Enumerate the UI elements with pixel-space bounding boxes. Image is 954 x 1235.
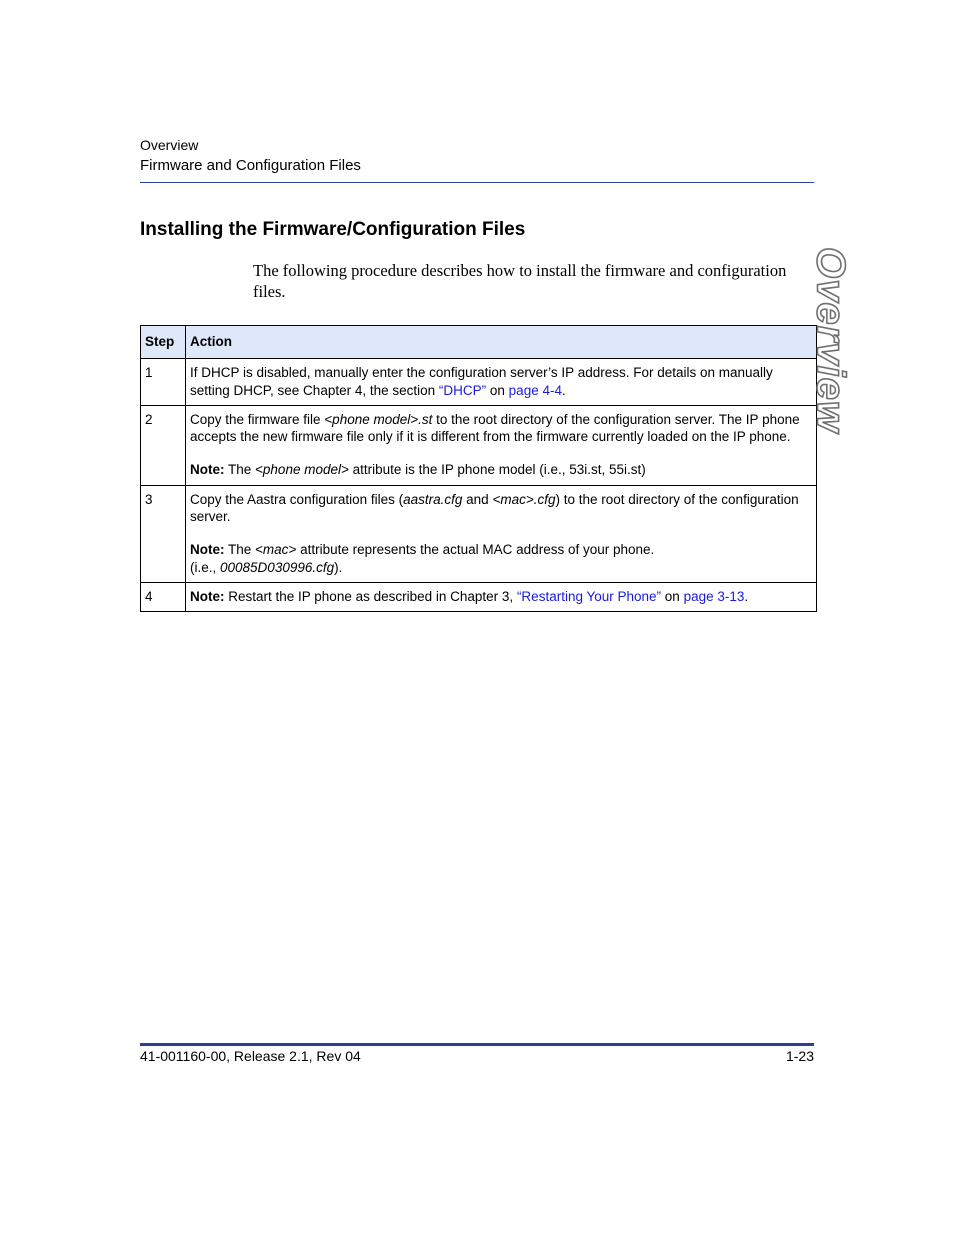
note-text: attribute is the IP phone model (i.e., 53i.st, 55i.st) bbox=[348, 462, 646, 478]
table-row bbox=[141, 582, 817, 611]
table-row bbox=[141, 485, 817, 582]
page-3-13-link[interactable]: page 3-13 bbox=[683, 588, 745, 604]
step-column-header: Step bbox=[141, 326, 186, 359]
table-row bbox=[141, 405, 817, 485]
step-number: 4 bbox=[141, 582, 186, 611]
step-number: 3 bbox=[141, 485, 186, 582]
dhcp-link[interactable]: “DHCP” bbox=[438, 382, 487, 398]
action-cell bbox=[186, 485, 817, 582]
action-text: . bbox=[561, 382, 566, 398]
action-text: and bbox=[462, 491, 493, 507]
note-text: on bbox=[661, 588, 684, 604]
filename-italic: <mac>.cfg bbox=[492, 491, 556, 507]
note-paragraph bbox=[190, 461, 812, 478]
action-paragraph bbox=[190, 491, 812, 526]
action-text: Copy the firmware file bbox=[190, 411, 325, 427]
action-column-header: Action bbox=[186, 326, 817, 359]
action-cell bbox=[186, 359, 817, 406]
note-paragraph bbox=[190, 541, 812, 576]
action-text: to the root directory of the configuration server. The IP phone accepts the new firmware file only if it is different from the firmware currently loaded on the IP phone. bbox=[190, 411, 800, 445]
attribute-italic: <phone model> bbox=[255, 462, 349, 478]
footer-doc-id: 41-001160-00, Release 2.1, Rev 04 bbox=[140, 1048, 361, 1064]
note-label: Note: bbox=[190, 462, 225, 478]
filename-italic: <phone model>.st bbox=[324, 411, 433, 427]
action-text: on bbox=[486, 382, 509, 398]
restarting-phone-link[interactable]: “Restarting Your Phone” bbox=[516, 588, 662, 604]
action-cell bbox=[186, 582, 817, 611]
note-text: The bbox=[224, 462, 256, 478]
side-tab-label: Overview bbox=[808, 247, 853, 433]
note-text: ). bbox=[334, 559, 343, 575]
table-row bbox=[141, 359, 817, 406]
attribute-italic: <mac> bbox=[255, 542, 297, 558]
note-text: Restart the IP phone as described in Chapter 3, bbox=[224, 588, 517, 604]
action-paragraph bbox=[190, 411, 812, 446]
example-filename-italic: 00085D030996.cfg bbox=[220, 559, 335, 575]
note-label: Note: bbox=[190, 588, 225, 604]
note-text: . bbox=[744, 588, 749, 604]
action-cell bbox=[186, 405, 817, 485]
running-header-subsection: Firmware and Configuration Files bbox=[140, 157, 361, 174]
running-header-section: Overview bbox=[140, 137, 199, 153]
header-rule bbox=[140, 182, 814, 183]
note-text: (i.e., bbox=[190, 559, 221, 575]
table-header-row bbox=[141, 326, 817, 359]
step-number: 2 bbox=[141, 405, 186, 485]
note-label: Note: bbox=[190, 542, 225, 558]
action-text: Copy the Aastra configuration files ( bbox=[190, 491, 404, 507]
action-text: If DHCP is disabled, manually enter the configuration server’s IP address. For details on manually setting DHCP, see Chapter 4, the section bbox=[190, 365, 773, 398]
side-tab bbox=[800, 247, 860, 433]
footer-page-number: 1-23 bbox=[785, 1048, 814, 1064]
paragraph-gap bbox=[190, 445, 812, 461]
intro-paragraph: The following procedure describes how to install the firmware and configuration files. bbox=[253, 261, 787, 301]
note-text: attribute represents the actual MAC address of your phone. bbox=[296, 542, 655, 558]
action-text: ) to the root directory of the configuration server. bbox=[190, 491, 799, 525]
page-4-4-link[interactable]: page 4-4 bbox=[508, 382, 562, 398]
procedure-table bbox=[140, 325, 817, 612]
footer-rule bbox=[140, 1043, 814, 1046]
note-text: The bbox=[224, 542, 256, 558]
step-number: 1 bbox=[141, 359, 186, 406]
paragraph-gap bbox=[190, 525, 812, 541]
filename-italic: aastra.cfg bbox=[403, 491, 463, 507]
section-title: Installing the Firmware/Configuration Files bbox=[140, 219, 526, 240]
